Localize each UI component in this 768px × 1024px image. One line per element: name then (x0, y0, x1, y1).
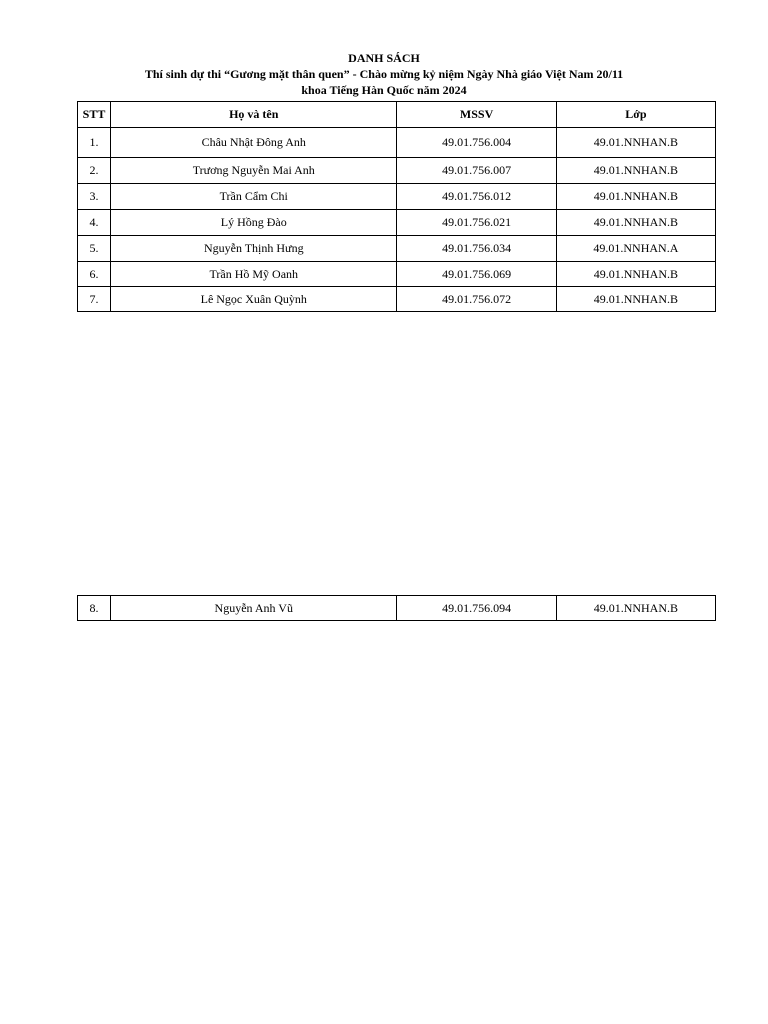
participants-table-continued (77, 595, 716, 621)
cell-stt: 5. (78, 236, 111, 262)
cell-name: Lê Ngọc Xuân Quỳnh (111, 287, 397, 312)
table-row (78, 128, 716, 158)
table-row (78, 287, 716, 312)
cell-class: 49.01.NNHAN.B (556, 596, 715, 621)
cell-class: 49.01.NNHAN.B (556, 210, 715, 236)
table-row (78, 184, 716, 210)
cell-mssv: 49.01.756.094 (397, 596, 556, 621)
cell-stt: 7. (78, 287, 111, 312)
header-stt: STT (78, 102, 111, 128)
cell-class: 49.01.NNHAN.B (556, 158, 715, 184)
cell-class: 49.01.NNHAN.A (556, 236, 715, 262)
document-title: DANH SÁCH (348, 51, 420, 65)
cell-name: Nguyễn Thịnh Hưng (111, 236, 397, 262)
cell-mssv: 49.01.756.072 (397, 287, 556, 312)
table-row (78, 596, 716, 621)
cell-name: Châu Nhật Đông Anh (111, 128, 397, 158)
participants-table (77, 101, 716, 312)
cell-stt: 6. (78, 262, 111, 287)
header-mssv: MSSV (397, 102, 556, 128)
header-class: Lớp (556, 102, 715, 128)
header-name: Họ và tên (111, 102, 397, 128)
cell-mssv: 49.01.756.069 (397, 262, 556, 287)
cell-stt: 8. (78, 596, 111, 621)
cell-class: 49.01.NNHAN.B (556, 287, 715, 312)
cell-name: Nguyễn Anh Vũ (111, 596, 397, 621)
cell-stt: 4. (78, 210, 111, 236)
cell-mssv: 49.01.756.021 (397, 210, 556, 236)
document-subtitle-2: khoa Tiếng Hàn Quốc năm 2024 (301, 83, 467, 97)
table-row (78, 262, 716, 287)
table-row (78, 236, 716, 262)
document-subtitle: Thí sinh dự thi “Gương mặt thân quen” - Chào mừng kỷ niệm Ngày Nhà giáo Việt Nam 20/11 (144, 67, 624, 81)
cell-stt: 1. (78, 128, 111, 158)
table-header-row (78, 102, 716, 128)
cell-stt: 2. (78, 158, 111, 184)
cell-class: 49.01.NNHAN.B (556, 262, 715, 287)
cell-class: 49.01.NNHAN.B (556, 128, 715, 158)
cell-name: Trương Nguyễn Mai Anh (111, 158, 397, 184)
table-row (78, 158, 716, 184)
cell-stt: 3. (78, 184, 111, 210)
cell-name: Trần Hồ Mỹ Oanh (111, 262, 397, 287)
cell-class: 49.01.NNHAN.B (556, 184, 715, 210)
cell-mssv: 49.01.756.007 (397, 158, 556, 184)
table-row (78, 210, 716, 236)
cell-mssv: 49.01.756.034 (397, 236, 556, 262)
cell-mssv: 49.01.756.012 (397, 184, 556, 210)
cell-mssv: 49.01.756.004 (397, 128, 556, 158)
cell-name: Trần Cẩm Chi (111, 184, 397, 210)
cell-name: Lý Hồng Đào (111, 210, 397, 236)
